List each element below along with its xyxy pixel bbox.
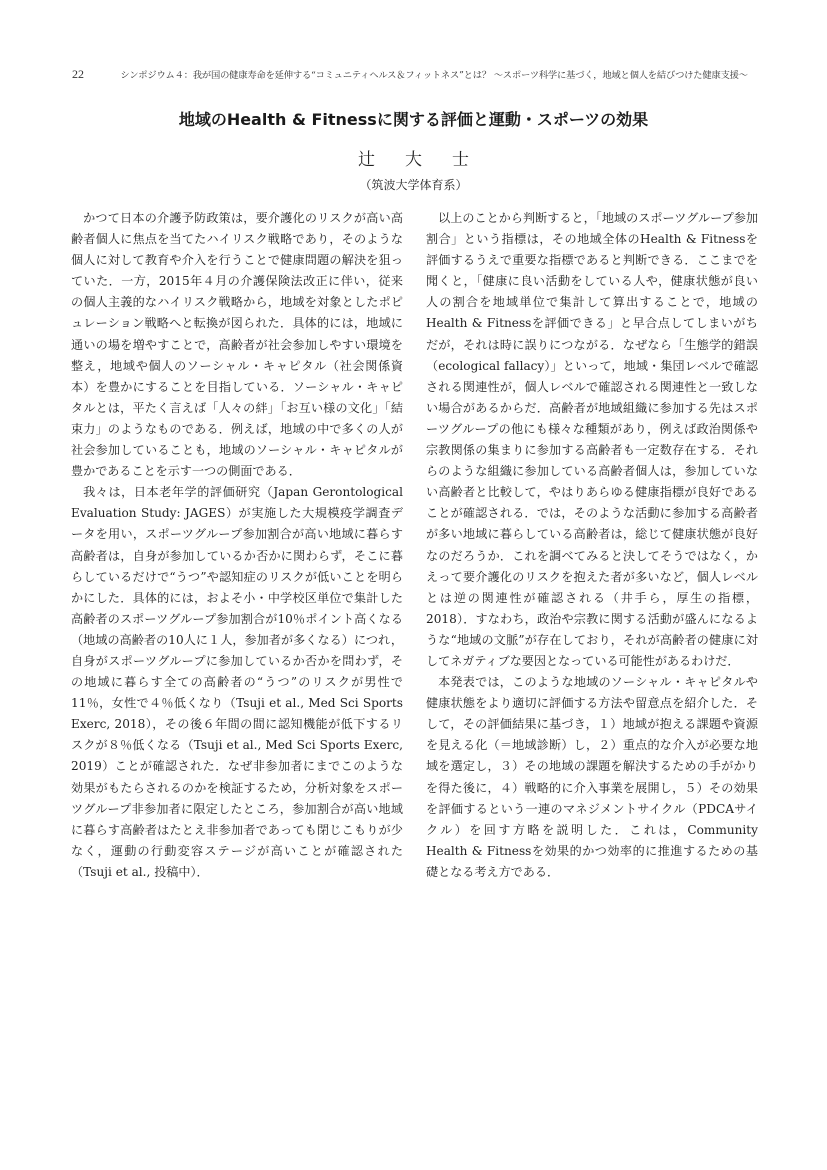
page-number: 22 xyxy=(72,67,84,81)
paragraph: かつて日本の介護予防政策は，要介護化のリスクが高い高齢者個人に焦点を当てたハイリスク戦略であり，そのような個人に対して教育や介入を行うことで健康問題の解決を狙っていた．一方，2015年４月の介護保険法改正に伴い，従来の個人主義的なハイリスク戦略から，地域を対象としたポピュレーション戦略へと転換が図られた．具体的には，地域に通いの場を増やすことで，高齢者が社会参加しやすい環境を整え，地域や個人のソーシャル・キャピタル（社会関係資本）を豊かにすることを目指している．ソーシャル・キャピタルとは，平たく言えば「人々の絆」「お互い様の文化」「結束力」のようなものである．例えば，地域の中で多くの人が社会参加していることも，地域のソーシャル・キャピタルが豊かであることを示す一つの側面である． xyxy=(71,211,403,479)
author-affiliation: （筑波大学体育系） xyxy=(359,178,468,192)
paragraph: 我々は，日本老年学的評価研究（Japan Gerontological Evaluation Study: JAGES）が実施した大規模疫学調査データを用い，スポーツグループ参加割合が高い地域に暮らす高齢者は，自身が参加しているか否かに関わらず，そこに暮らしているだけで“うつ”や認知症のリスクが低いことを明らかにした．具体的には，およそ小・中学校区単位で集計した高齢者のスポーツグループ参加割合が10％ポイント高くなる（地域の高齢者の10人に１人，参加者が多くなる）につれ，自身がスポーツグループに参加しているか否かを問わず，その地域に暮らす全ての高齢者の“うつ”のリスクが男性で11％，女性で４％低くなり（Tsuji et al., Med Sci Sports Exerc, 2018），その後６年間の間に認知機能が低下するリスクが８％低くなる（Tsuji et al., Med Sci Sports Exerc, 2019）ことが確認された．なぜ非参加者にまでこのような効果がもたらされるのかを検証するため，分析対象をスポーツグループ非参加者に限定したところ，参加割合が高い地域に暮らす高齢者はたとえ非参加者であっても閉じこもりが少なく，運動の行動変容ステージが高いことが確認された（Tsuji et al., 投稿中）． xyxy=(71,485,403,879)
author-name: 辻大士 xyxy=(358,150,499,170)
right-column xyxy=(426,208,758,883)
page-header xyxy=(72,66,762,82)
left-column xyxy=(71,208,403,883)
paragraph: 本発表では，このような地域のソーシャル・キャピタルや健康状態をより適切に評価する方法や留意点を紹介した．そして，その評価結果に基づき，１）地域が抱える課題や資源を見える化（＝地域診断）し，２）重点的な介入が必要な地域を選定し，３）その地域の課題を解決するための手がかりを得た後に，４）戦略的に介入事業を展開し，５）その効果を評価するという一連のマネジメントサイクル（PDCAサイクル）を回す方略を説明した．これは，Community Health & Fitnessを効果的かつ効率的に推進するための基礎となる考え方である． xyxy=(426,675,758,879)
running-title: シンポジウム４：我が国の健康寿命を延伸する“コミュニティヘルス＆フィットネス”とは？ 〜スポーツ科学に基づく，地域と個人を結びつけた健康支援〜 xyxy=(120,70,748,81)
article-title: 地域のHealth & Fitnessに関する評価と運動・スポーツの効果 xyxy=(178,110,649,129)
paragraph: 以上のことから判断すると，「地域のスポーツグループ参加割合」という指標は，その地域全体のHealth & Fitnessを評価するうえで重要な指標であると判断できる．ここまでを聞くと，「健康に良い活動をしている人や，健康状態が良い人の割合を地域単位で集計して算出することで，地域のHealth & Fitnessを評価できる」と早合点してしまいがちだが，それは時に誤りにつながる．なぜなら「生態学的錯誤（ecological fallacy）」といって，地域・集団レベルで確認される関連性が，個人レベルで確認される関連性と一致しない場合があるからだ．高齢者が地域組織に参加する先はスポーツグループの他にも様々な種類があり，例えば政治関係や宗教関係の集まりに参加する高齢者も一定数存在する．それらのような組織に参加している高齢者個人は，参加していない高齢者と比較して，やはりあらゆる健康指標が良好であることが確認される．では，そのような活動に参加する高齢者が多い地域に暮らしている高齢者は，総じて健康状態が良好なのだろうか．これを調べてみると決してそうではなく，かえって要介護化のリスクを抱えた者が多いなど，個人レベルとは逆の関連性が確認される（井手ら，厚生の指標，2018）．すなわち，政治や宗教に関する活動が盛んになるような“地域の文脈”が存在しており，それが高齢者の健康に対してネガティブな要因となっている可能性があるわけだ． xyxy=(426,211,758,668)
